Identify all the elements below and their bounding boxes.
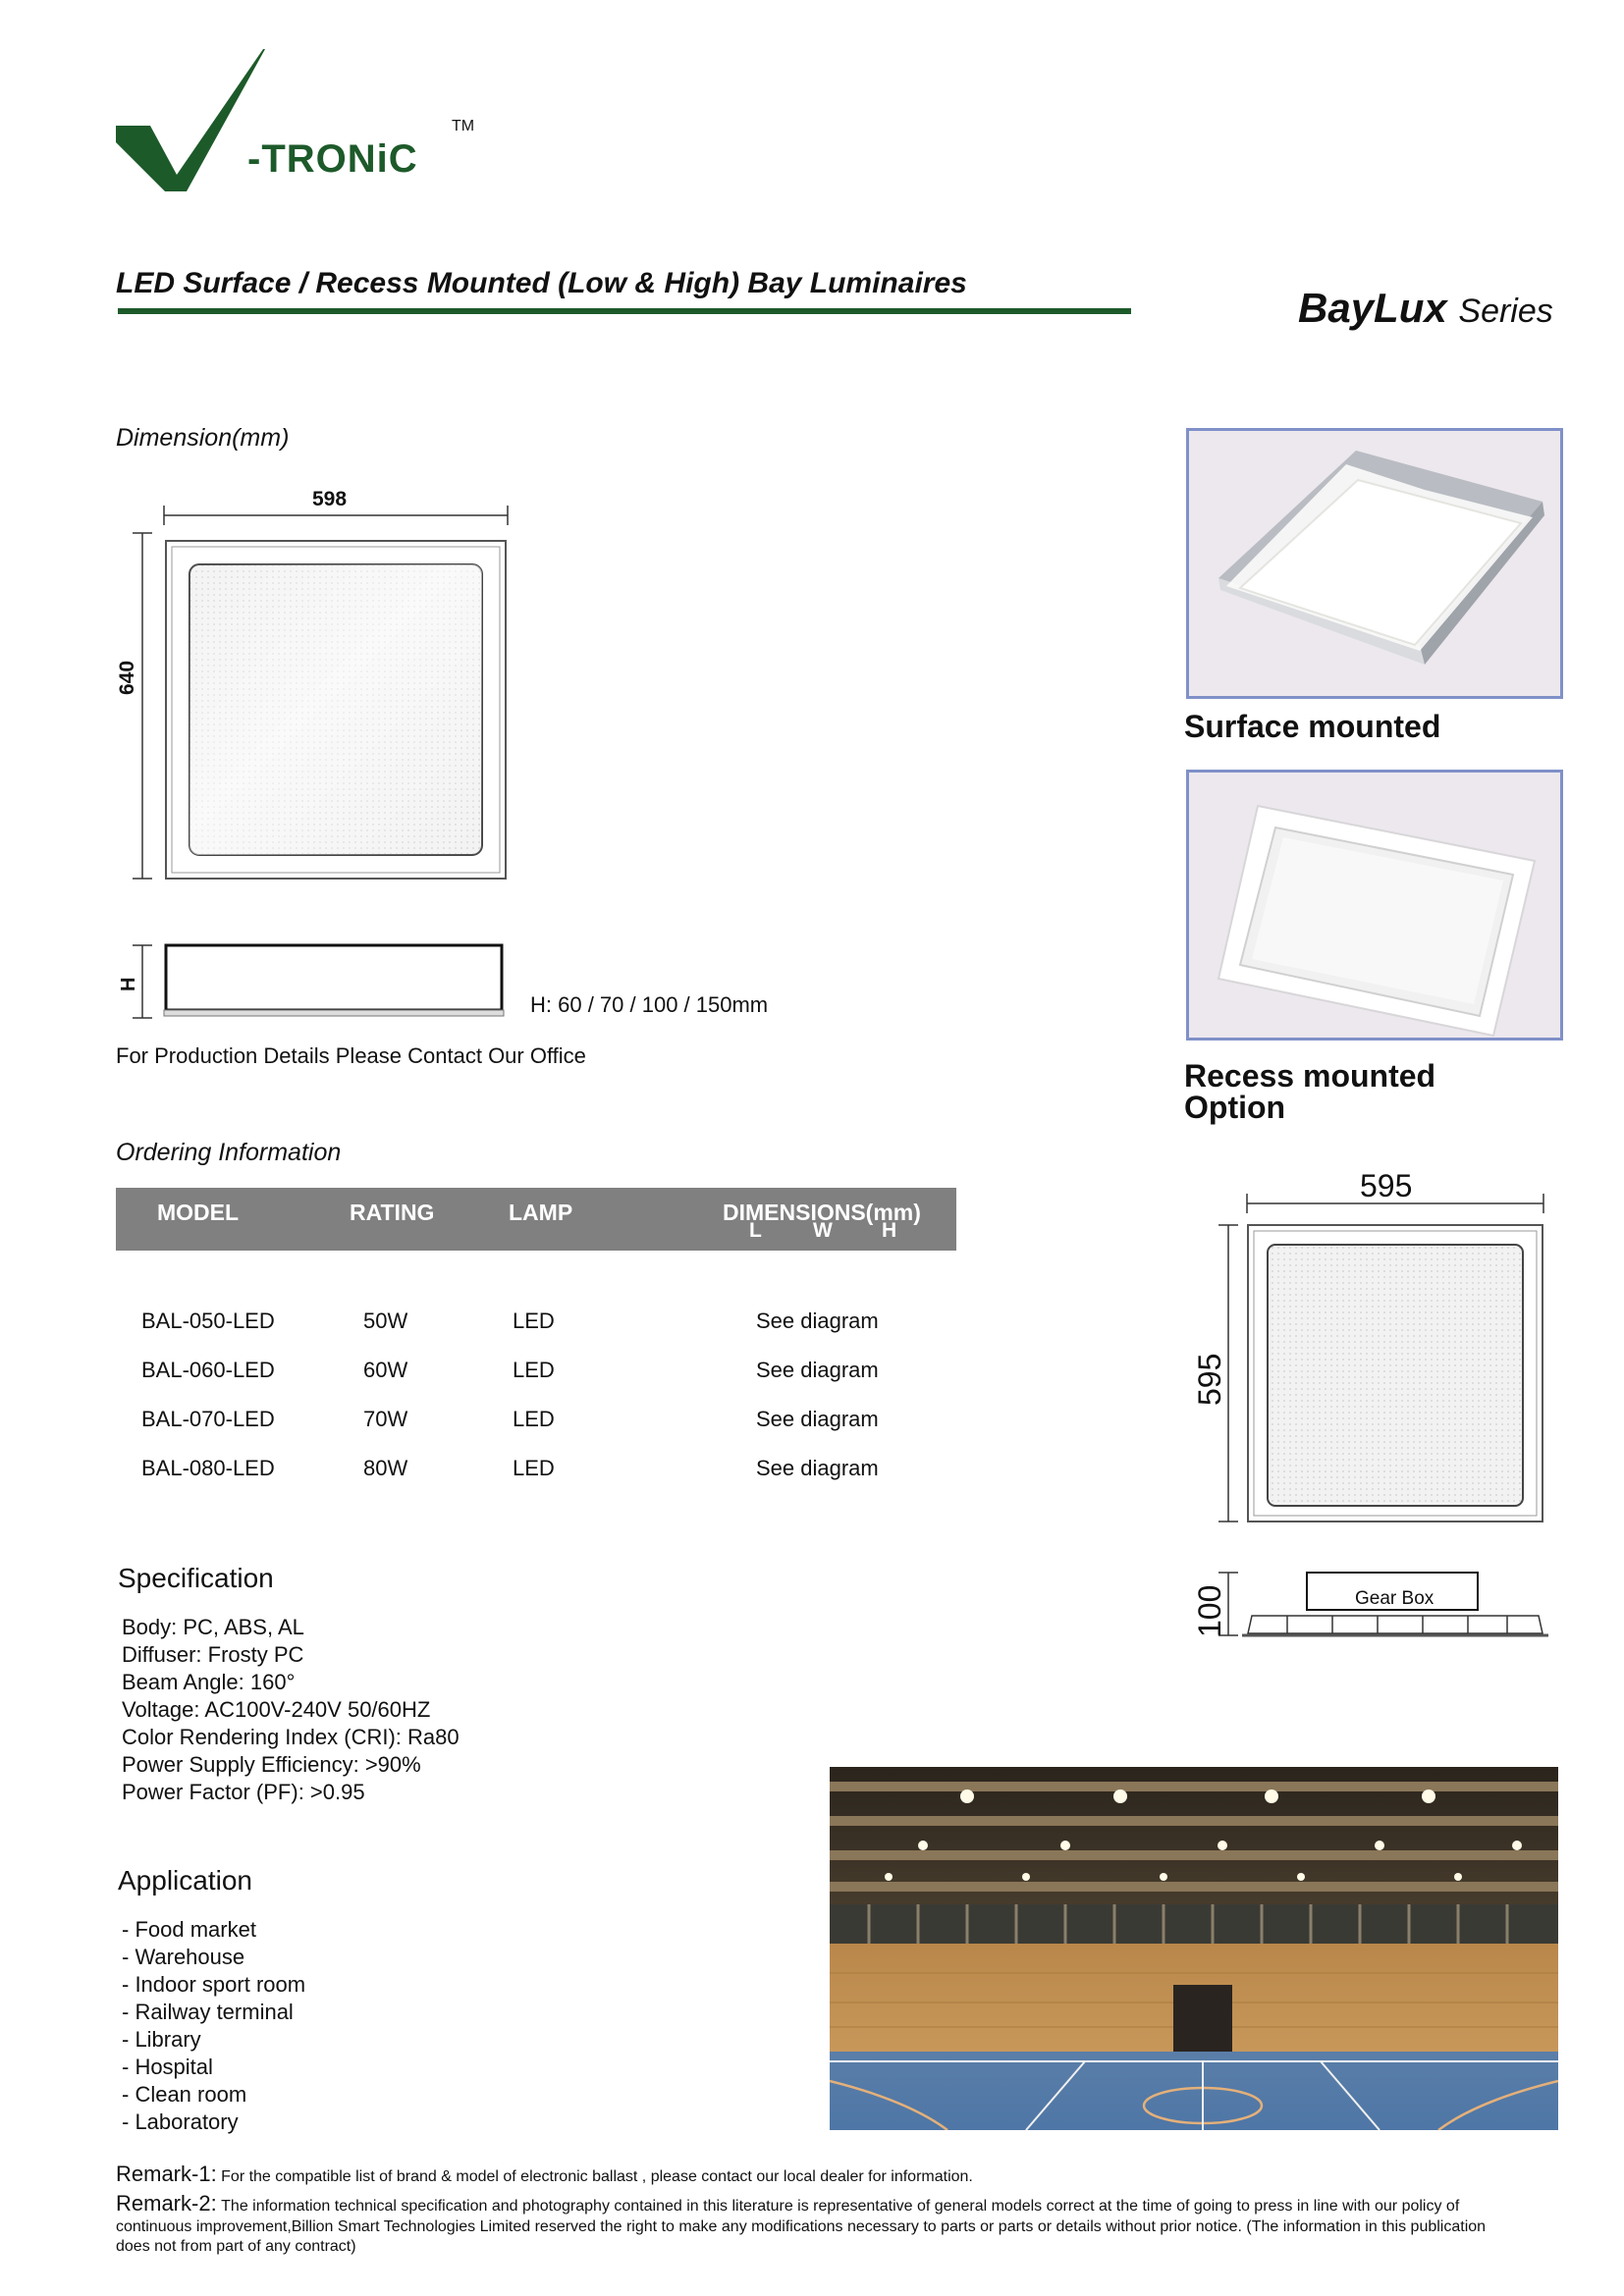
dimension-heading: Dimension(mm) <box>116 424 290 452</box>
spec-item: Body: PC, ABS, AL <box>122 1615 304 1639</box>
row-rating: 50W <box>363 1308 408 1333</box>
recess-caption-line1: Recess mounted <box>1184 1058 1436 1094</box>
width-598-label: 598 <box>312 488 348 510</box>
row-rating: 80W <box>363 1456 408 1480</box>
row-lamp: LED <box>513 1358 555 1382</box>
application-item: - Warehouse <box>122 1945 245 1969</box>
sports-hall-photo <box>830 1767 1558 2130</box>
col-rating: RATING <box>350 1200 435 1225</box>
recess-luminaire-image <box>1189 773 1560 1038</box>
brand-name: -TRONiC <box>247 137 418 181</box>
recess-height-label: 595 <box>1192 1353 1227 1406</box>
remark-1-text: For the compatible list of brand & model of electronic ballast , please contact our local dealer for information. <box>221 2168 973 2185</box>
row-model: BAL-050-LED <box>141 1308 275 1333</box>
remark-2-text-line3: does not from part of any contract) <box>116 2238 356 2255</box>
ordering-heading: Ordering Information <box>116 1139 342 1166</box>
row-rating: 70W <box>363 1407 408 1431</box>
row-dims: See diagram <box>756 1456 879 1480</box>
table-row <box>116 1358 956 1387</box>
surface-luminaire-image <box>1189 431 1560 696</box>
recess-depth-label: 100 <box>1192 1584 1227 1637</box>
application-item: - Railway terminal <box>122 2000 294 2024</box>
col-lamp: LAMP <box>509 1200 573 1225</box>
row-model: BAL-080-LED <box>141 1456 275 1480</box>
surface-caption: Surface mounted <box>1184 709 1441 744</box>
row-dims: See diagram <box>756 1358 879 1382</box>
series-name <box>1298 285 1553 332</box>
specification-list <box>122 1614 460 1806</box>
application-item: - Hospital <box>122 2055 213 2079</box>
remark-2-text: The information technical specification and photography contained in this literature is representative of general models correct at the time of going to press in line with our policy of <box>221 2198 1460 2215</box>
series-suffix: Series <box>1458 293 1553 330</box>
row-lamp: LED <box>513 1308 555 1333</box>
application-item: - Food market <box>122 1917 256 1942</box>
spec-item: Voltage: AC100V-240V 50/60HZ <box>122 1697 431 1722</box>
application-heading: Application <box>118 1865 252 1896</box>
spec-item: Power Supply Efficiency: >90% <box>122 1752 421 1777</box>
height-640-label: 640 <box>116 660 138 695</box>
table-row <box>116 1308 956 1338</box>
ordering-table-header <box>116 1188 956 1251</box>
row-lamp: LED <box>513 1456 555 1480</box>
specification-heading: Specification <box>118 1563 274 1593</box>
application-item: - Laboratory <box>122 2109 239 2134</box>
row-rating: 60W <box>363 1358 408 1382</box>
col-dim-h: H <box>882 1219 897 1242</box>
h-axis-label: H <box>118 977 139 991</box>
remark-2-label: Remark-2: <box>116 2191 217 2216</box>
remark-2 <box>116 2191 1569 2256</box>
application-item: - Indoor sport room <box>122 1972 306 1997</box>
row-dims: See diagram <box>756 1407 879 1431</box>
remark-2-text-line2: continuous improvement,Billion Smart Technologies Limited reserved the right to make any modifications necessary to parts or parts or details without prior notice. (The information in this publication <box>116 2218 1487 2235</box>
row-lamp: LED <box>513 1407 555 1431</box>
recess-width-label: 595 <box>1360 1168 1413 1203</box>
col-dim-w: W <box>813 1219 833 1242</box>
col-model: MODEL <box>157 1200 240 1225</box>
spec-item: Power Factor (PF): >0.95 <box>122 1780 365 1804</box>
row-model: BAL-060-LED <box>141 1358 275 1382</box>
row-dims: See diagram <box>756 1308 879 1333</box>
application-item: - Library <box>122 2027 201 2052</box>
table-row <box>116 1407 956 1436</box>
col-dim-l: L <box>749 1219 762 1242</box>
production-note: For Production Details Please Contact Our Office <box>116 1043 586 1068</box>
recess-caption-line2: Option <box>1184 1090 1286 1125</box>
remark-1 <box>116 2162 973 2187</box>
front-dimension-drawing <box>123 486 525 898</box>
table-row <box>116 1456 956 1485</box>
h-values-text: H: 60 / 70 / 100 / 150mm <box>530 992 769 1017</box>
row-model: BAL-070-LED <box>141 1407 275 1431</box>
col-dimensions: DIMENSIONS(mm) <box>723 1200 921 1225</box>
trademark-mark: TM <box>452 118 475 134</box>
spec-item: Diffuser: Frosty PC <box>122 1642 304 1667</box>
title-rule <box>118 308 1131 314</box>
side-profile-drawing <box>123 937 515 1026</box>
page-title: LED Surface / Recess Mounted (Low & High) Bay Luminaires <box>116 267 967 299</box>
recess-dimension-drawing <box>1193 1168 1566 1649</box>
gear-box-label: Gear Box <box>1355 1588 1435 1609</box>
spec-item: Color Rendering Index (CRI): Ra80 <box>122 1725 460 1749</box>
recess-mounted-photo <box>1186 770 1563 1041</box>
surface-mounted-photo <box>1186 428 1563 699</box>
spec-item: Beam Angle: 160° <box>122 1670 296 1694</box>
application-list <box>122 1916 305 2136</box>
remark-1-label: Remark-1: <box>116 2162 217 2186</box>
application-item: - Clean room <box>122 2082 247 2107</box>
recess-caption <box>1184 1060 1435 1123</box>
series-brand: BayLux <box>1298 285 1447 331</box>
